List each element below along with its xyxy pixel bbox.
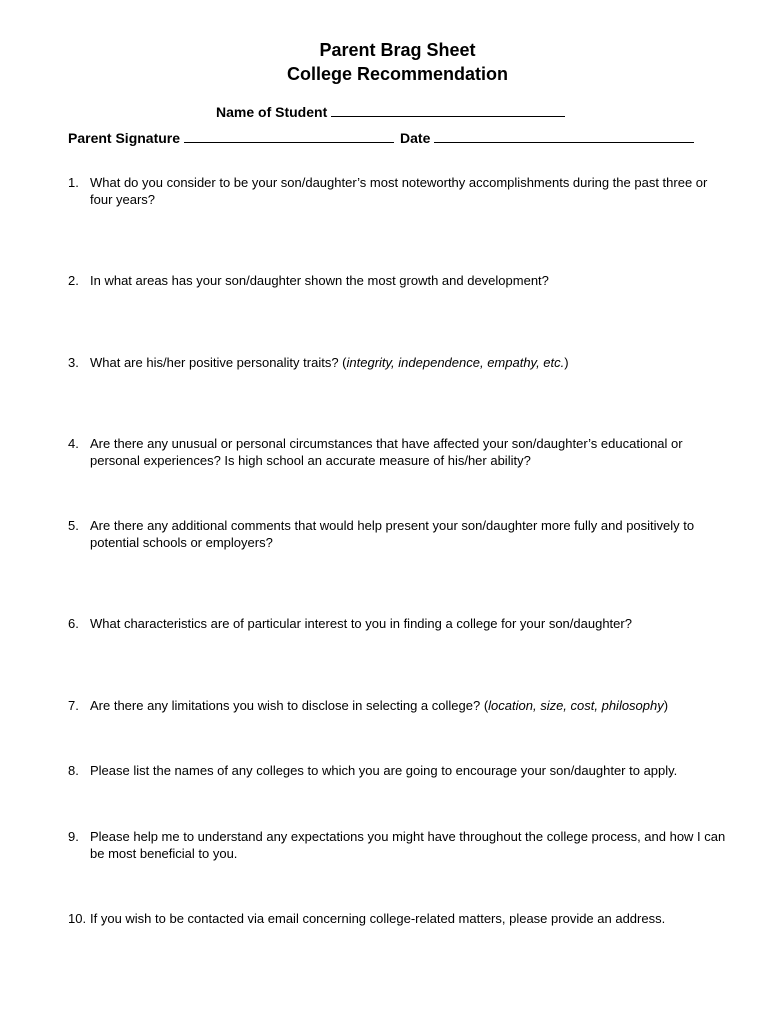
question-item — [68, 762, 728, 779]
question-number: 1. — [68, 175, 79, 190]
question-text: If you wish to be contacted via email concerning college-related matters, please provide an address. — [90, 911, 666, 926]
question-item — [68, 697, 728, 714]
question-text-part: Are there any limitations you wish to disclose in selecting a college? ( — [90, 698, 489, 713]
student-name-row — [216, 103, 565, 121]
question-item — [68, 615, 728, 632]
question-number: 3. — [68, 355, 79, 370]
question-text: Please help me to understand any expectations you might have throughout the college process, and how I can be most beneficial to you. — [90, 829, 726, 861]
date-label: Date — [400, 130, 431, 146]
student-name-label: Name of Student — [216, 104, 328, 120]
parent-signature-blank[interactable] — [184, 129, 394, 143]
parent-signature-label: Parent Signature — [68, 130, 181, 146]
question-number: 2. — [68, 273, 79, 288]
question-item — [68, 517, 728, 551]
question-number: 4. — [68, 436, 79, 451]
question-text-part: ) — [663, 698, 669, 713]
question-text: What do you consider to be your son/daughter’s most noteworthy accomplishments during the past three or four years? — [90, 175, 708, 207]
question-text — [90, 354, 728, 371]
question-item — [68, 174, 728, 208]
question-item — [68, 272, 728, 289]
question-text: What characteristics are of particular interest to you in finding a college for your son/daughter? — [90, 616, 632, 631]
question-number: 6. — [68, 616, 79, 631]
question-text: In what areas has your son/daughter shown the most growth and development? — [90, 273, 549, 288]
question-text: Are there any unusual or personal circumstances that have affected your son/daughter’s educational or personal experiences? Is high school an accurate measure of his/her ability? — [90, 436, 683, 468]
question-text-examples: integrity, independence, empathy, etc. — [346, 355, 565, 370]
question-number: 8. — [68, 763, 79, 778]
date-blank[interactable] — [434, 129, 694, 143]
question-text — [90, 697, 728, 714]
question-number: 5. — [68, 518, 79, 533]
question-item — [68, 354, 728, 371]
question-item — [68, 435, 728, 469]
question-text: Are there any additional comments that would help present your son/daughter more fully and positively to potential schools or employers? — [90, 518, 695, 550]
question-text-part: What are his/her positive personality traits? ( — [90, 355, 347, 370]
question-text-examples: location, size, cost, philosophy — [488, 698, 664, 713]
signature-date-row — [68, 129, 694, 147]
question-number: 9. — [68, 829, 79, 844]
document-title: Parent Brag Sheet — [319, 40, 476, 60]
question-number: 10. — [68, 911, 87, 926]
document-subtitle: College Recommendation — [286, 64, 509, 84]
question-number: 7. — [68, 698, 79, 713]
question-text: Please list the names of any colleges to which you are going to encourage your son/daughter to apply. — [90, 763, 678, 778]
question-item — [68, 910, 728, 927]
question-text-part: ) — [564, 355, 569, 370]
question-item — [68, 828, 728, 862]
student-name-blank[interactable] — [331, 103, 565, 117]
